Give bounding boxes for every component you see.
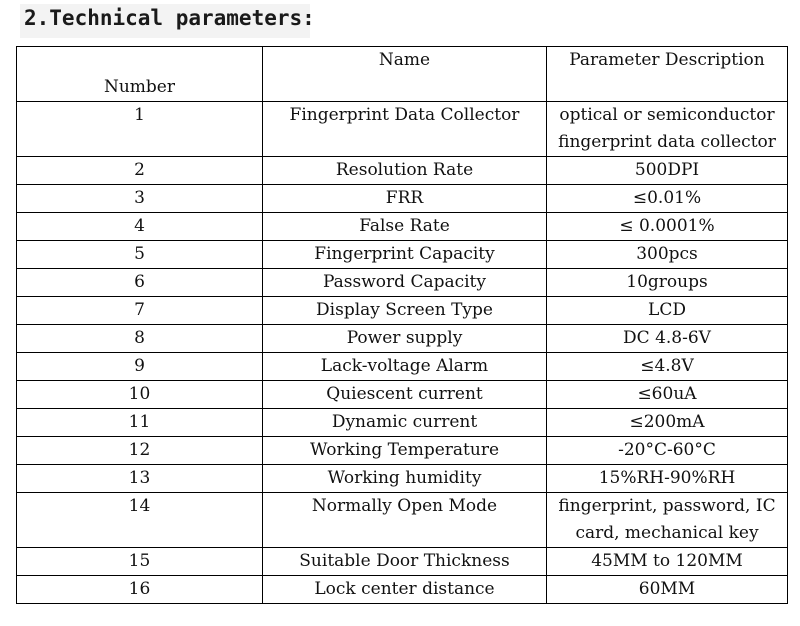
description-line: ≤0.01% xyxy=(632,188,702,208)
row-name: False Rate xyxy=(263,213,547,241)
row-number: 10 xyxy=(17,381,263,409)
table-row xyxy=(17,325,788,353)
header-number: Number xyxy=(17,47,263,102)
description-line: 45MM to 120MM xyxy=(591,551,743,571)
row-number: 5 xyxy=(17,241,263,269)
description-line: DC 4.8-6V xyxy=(623,328,711,348)
description-line: 10groups xyxy=(626,272,708,292)
row-description xyxy=(547,157,788,185)
description-line: fingerprint data collector xyxy=(558,132,776,152)
description-line: ≤200mA xyxy=(629,412,705,432)
row-name: Fingerprint Capacity xyxy=(263,241,547,269)
description-line: optical or semiconductor xyxy=(559,105,775,125)
table-row xyxy=(17,353,788,381)
row-number: 8 xyxy=(17,325,263,353)
section-title: 2.Technical parameters: xyxy=(24,6,315,30)
table-row xyxy=(17,269,788,297)
table-row xyxy=(17,102,788,157)
description-line: 500DPI xyxy=(634,160,700,180)
row-number: 3 xyxy=(17,185,263,213)
table-row xyxy=(17,297,788,325)
table-row xyxy=(17,381,788,409)
row-description xyxy=(547,381,788,409)
row-name: Normally Open Mode xyxy=(263,493,547,548)
description-line: 60MM xyxy=(638,579,696,599)
row-description xyxy=(547,465,788,493)
table-row xyxy=(17,493,788,548)
description-line: LCD xyxy=(648,300,686,320)
header-name: Name xyxy=(263,47,547,102)
description-line: card, mechanical key xyxy=(575,523,759,543)
row-description xyxy=(547,297,788,325)
row-description xyxy=(547,325,788,353)
row-number: 11 xyxy=(17,409,263,437)
row-number: 6 xyxy=(17,269,263,297)
description-line: 300pcs xyxy=(636,244,698,264)
table-row xyxy=(17,157,788,185)
row-number: 1 xyxy=(17,102,263,157)
row-description xyxy=(547,185,788,213)
description-line: 15%RH-90%RH xyxy=(598,468,736,488)
row-number: 14 xyxy=(17,493,263,548)
table-row xyxy=(17,241,788,269)
row-name: Quiescent current xyxy=(263,381,547,409)
table-row xyxy=(17,465,788,493)
row-number: 4 xyxy=(17,213,263,241)
table-row xyxy=(17,437,788,465)
technical-parameters-table xyxy=(16,46,788,604)
row-name: Working humidity xyxy=(263,465,547,493)
row-number: 13 xyxy=(17,465,263,493)
row-name: FRR xyxy=(263,185,547,213)
table-body xyxy=(17,102,788,604)
row-name: Working Temperature xyxy=(263,437,547,465)
row-description xyxy=(547,548,788,576)
description-line: fingerprint, password, IC xyxy=(558,496,776,516)
row-name: Dynamic current xyxy=(263,409,547,437)
row-number: 12 xyxy=(17,437,263,465)
table-row xyxy=(17,576,788,604)
row-name: Suitable Door Thickness xyxy=(263,548,547,576)
description-line: ≤60uA xyxy=(637,384,697,404)
row-description xyxy=(547,409,788,437)
row-description xyxy=(547,493,788,548)
description-line: ≤4.8V xyxy=(640,356,694,376)
table-row xyxy=(17,213,788,241)
row-description xyxy=(547,213,788,241)
row-description xyxy=(547,437,788,465)
row-number: 16 xyxy=(17,576,263,604)
description-line: -20°C-60°C xyxy=(618,440,716,460)
row-name: Resolution Rate xyxy=(263,157,547,185)
table-row xyxy=(17,409,788,437)
description-line: ≤ 0.0001% xyxy=(619,216,715,236)
row-name: Lack-voltage Alarm xyxy=(263,353,547,381)
row-number: 7 xyxy=(17,297,263,325)
row-description xyxy=(547,102,788,157)
row-name: Display Screen Type xyxy=(263,297,547,325)
row-description xyxy=(547,241,788,269)
row-number: 15 xyxy=(17,548,263,576)
row-name: Power supply xyxy=(263,325,547,353)
row-number: 9 xyxy=(17,353,263,381)
row-description xyxy=(547,353,788,381)
header-description: Parameter Description xyxy=(547,47,788,102)
row-name: Lock center distance xyxy=(263,576,547,604)
row-name: Password Capacity xyxy=(263,269,547,297)
row-description xyxy=(547,269,788,297)
row-name: Fingerprint Data Collector xyxy=(263,102,547,157)
table-header-row xyxy=(17,47,788,102)
table-row xyxy=(17,185,788,213)
row-number: 2 xyxy=(17,157,263,185)
table-row xyxy=(17,548,788,576)
row-description xyxy=(547,576,788,604)
